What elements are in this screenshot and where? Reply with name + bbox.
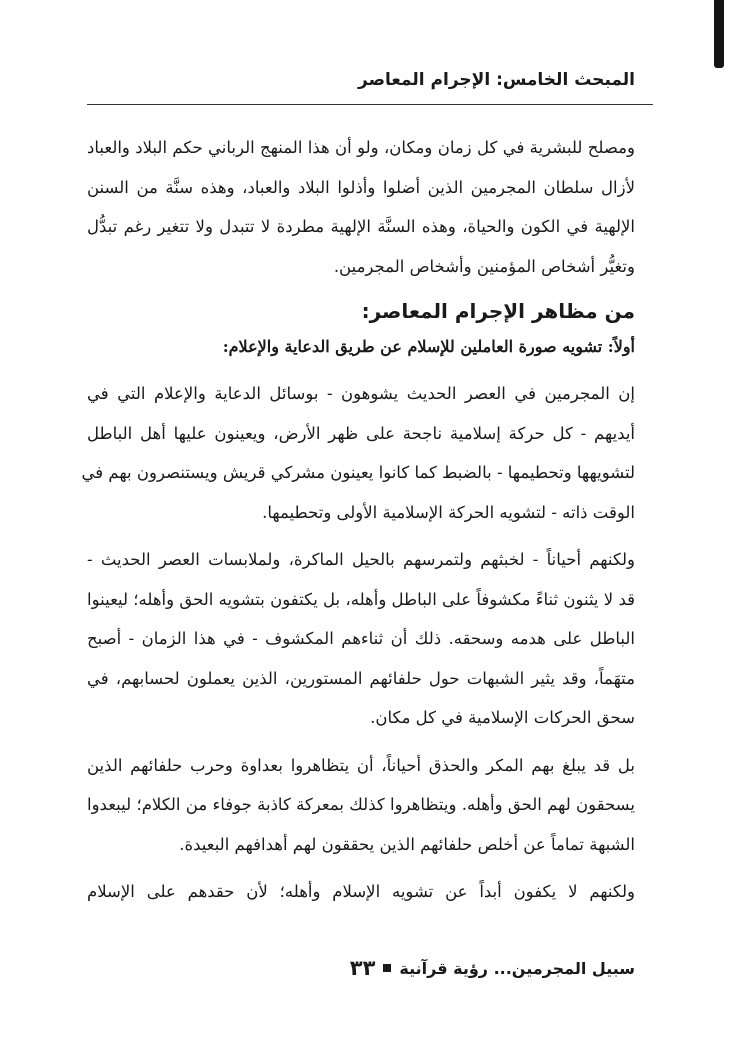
text-line: لأزال سلطان المجرمين الذين أضلوا وأذلوا البلاد والعباد، وهذه سنَّة من السنن: [87, 177, 635, 197]
text-line: الباطل على هدمه وسحقه. ذلك أن ثناءهم المكشوف - في هذا الزمان - أصبح: [87, 629, 635, 648]
text-line: إن المجرمين في العصر الحديث يشوهون - بوسائل الدعاية والإعلام التي في: [87, 384, 635, 403]
text-line: بل قد يبلغ بهم المكر والحذق أحياناً، أن يتظاهروا بعداوة وحرب حلفائهم الذين: [87, 755, 635, 775]
paragraph-1: [87, 128, 635, 286]
text-line: وتغيُّر أشخاص المؤمنين وأشخاص المجرمين.: [333, 256, 635, 276]
text-line: ولكنهم لا يكفون أبداً عن تشويه الإسلام وأهله؛ لأن حقدهم على الإسلام: [87, 882, 635, 901]
sub-heading: أولاً: تشويه صورة العاملين للإسلام عن طريق الدعاية والإعلام:: [222, 337, 635, 356]
paragraph-3: [87, 540, 635, 738]
text-line: ومصلح للبشرية في كل زمان ومكان، ولو أن هذا المنهج الرباني حكم البلاد والعباد: [87, 138, 635, 157]
page-number: ٣٣: [349, 956, 376, 980]
text-line: ولكنهم أحياناً - لخبثهم ولتمرسهم بالحيل الماكرة، ولملابسات العصر الحديث -: [87, 550, 635, 569]
text-line: أيديهم - كل حركة إسلامية ناجحة على ظهر الأرض، ويعينون عليها أهل الباطل: [87, 423, 635, 443]
page-edge-mark: [714, 0, 724, 68]
text-line: سحق الحركات الإسلامية في كل مكان.: [370, 708, 635, 727]
page-footer: [350, 956, 635, 980]
header-rule: [87, 104, 653, 105]
text-line: لتشويهها وتحطيمها - بالضبط كما كانوا يعينون مشركي قريش ويستنصرون بهم في: [81, 463, 635, 482]
text-line: الوقت ذاته - لتشويه الحركة الإسلامية الأولى وتحطيمها.: [262, 502, 635, 522]
running-head: المبحث الخامس: الإجرام المعاصر: [358, 70, 635, 90]
section-heading: من مظاهر الإجرام المعاصر:: [361, 299, 635, 323]
text-line: يسحقون لهم الحق وأهله. ويتظاهروا كذلك بمعركة كاذبة جوفاء من الكلام؛ ليبعدوا: [87, 795, 635, 814]
book-title: سبيل المجرمين... رؤية قرآنية: [399, 958, 635, 978]
text-line: قد لا يثنون ثناءً مكشوفاً على الباطل وأهله، بل يكتفون بتشويه الحق وأهله؛ ليعينوا: [87, 589, 635, 609]
paragraph-2: [81, 374, 635, 532]
paragraph-4: [87, 746, 635, 865]
text-line: متهَماً، وقد يثير الشبهات حول حلفائهم المستورين، الذين يعملون لحسابهم، في: [87, 668, 635, 688]
text-line: الشبهة تماماً عن أخلص حلفائهم الذين يحققون لهم أهدافهم البعيدة.: [179, 834, 635, 854]
square-bullet-icon: [383, 964, 391, 972]
page-body: [81, 128, 635, 912]
text-line: الإلهية في الكون والحياة، وهذه السنَّة الإلهية مطردة لا تتبدل ولا تتغير رغم تبدُّل: [87, 217, 635, 236]
paragraph-5: [87, 872, 635, 912]
